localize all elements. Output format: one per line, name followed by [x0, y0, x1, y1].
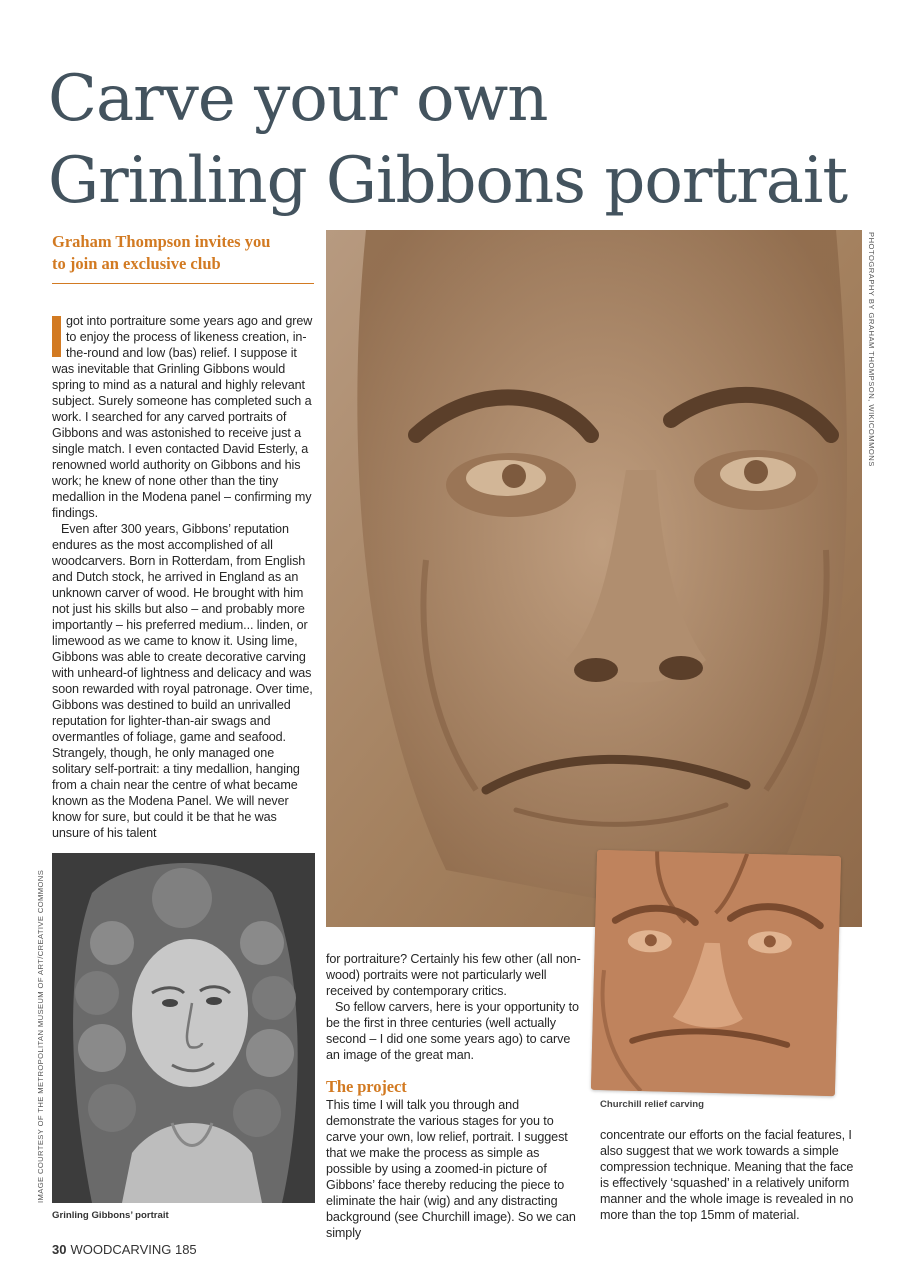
- paragraph-1: [52, 313, 314, 521]
- photo-credit-left: [36, 869, 48, 1203]
- drop-cap-i: [52, 316, 61, 357]
- gibbons-portrait-image: [52, 853, 315, 1203]
- column-2-paragraph-3: This time I will talk you through and demonstrate the various stages for you to carve your own, low relief, portrait. I suggest that we make the process as simple as possible by using a zoomed-in picture of Gibbons’ face thereby reducing the piece to eliminate the hair (wig) and any distracting background (see Churchill image). So we can simply: [326, 1098, 576, 1240]
- column-2-paragraph-1: for portraiture? Certainly his few other (all non-wood) portraits were not particularly well received by contemporary critics.: [326, 952, 581, 998]
- standfirst-line-1: Graham Thompson invites you: [52, 232, 271, 251]
- standfirst-line-2: to join an exclusive club: [52, 254, 221, 273]
- churchill-relief-illustration: [591, 850, 841, 1096]
- column-1: [52, 313, 314, 841]
- column-3-paragraph-1: concentrate our efforts on the facial features, I also suggest that we work towards a simple compression technique. Meaning that the face is effectively ‘squashed’ in a relatively uniform manner and the whole image is revealed in no more than the top 15mm of material.: [600, 1128, 854, 1222]
- title-line-2: Grinling Gibbons portrait: [48, 144, 848, 218]
- paragraph-2: Even after 300 years, Gibbons’ reputation endures as the most accomplished of all woodcarvers. Born in Rotterdam, from English and Dutch stock, he arrived in England as an unknown carver of wood. He brought with him not just his skills but also – and probably more importantly – his preferred medium... linden, or limewood as we came to know it. Using lime, Gibbons was able to create decorative carving with unheard-of lightness and delicacy and was soon rewarded with royal patronage. Over time, Gibbons was destined to build an unrivalled reputation for lighter-than-air swags and overmantles of foliage, game and seafood. Strangely, though, he only managed one solitary self-portrait: a tiny medallion, hanging from a chain near the centre of what became known as the Modena Panel. We will never know for sure, but could it be that he was unsure of his talent: [52, 522, 313, 840]
- engraved-portrait-illustration: [52, 853, 315, 1203]
- standfirst: [52, 231, 314, 284]
- photo-credit-right: [864, 232, 876, 467]
- page-number: 30: [52, 1242, 67, 1257]
- churchill-relief-image: [591, 850, 841, 1096]
- title-line-1: Carve your own: [48, 62, 548, 136]
- column-2: [326, 951, 584, 1241]
- column-3: [600, 1127, 862, 1223]
- section-heading-the-project: The project: [326, 1077, 407, 1096]
- churchill-caption: Churchill relief carving: [600, 1099, 704, 1110]
- paragraph-1-text: got into portraiture some years ago and grew to enjoy the process of likeness creation, in-the-round and low (bas) relief. I suppose it was inevitable that Grinling Gibbons would spring to mind as a natural and highly relevant subject. Surely someone has completed such a work. I searched for any carved portraits of Gibbons and was astonished to receive just a single match. I even contacted David Esterly, a renowned world authority on Gibbons and his work; he knew of none other than the tiny medallion in the Modena panel – confirming my findings.: [52, 314, 313, 520]
- hero-carved-face-image: [326, 230, 862, 927]
- carved-face-illustration: [326, 230, 862, 927]
- column-2-paragraph-2: So fellow carvers, here is your opportunity to be the first in three centuries (well actually second – I did one some years ago) to carve an image of the great man.: [326, 1000, 579, 1062]
- article-title: [48, 58, 868, 222]
- page-folio: [52, 1242, 197, 1257]
- magazine-issue: WOODCARVING 185: [70, 1242, 197, 1257]
- photo-credit-left-text: IMAGE COURTESY OF THE METROPOLITAN MUSEUM OF ART/CREATIVE COMMONS: [36, 869, 45, 1203]
- portrait-caption: Grinling Gibbons’ portrait: [52, 1210, 169, 1221]
- photo-credit-right-text: PHOTOGRAPHY BY GRAHAM THOMPSON, WIKICOMMONS: [867, 232, 876, 467]
